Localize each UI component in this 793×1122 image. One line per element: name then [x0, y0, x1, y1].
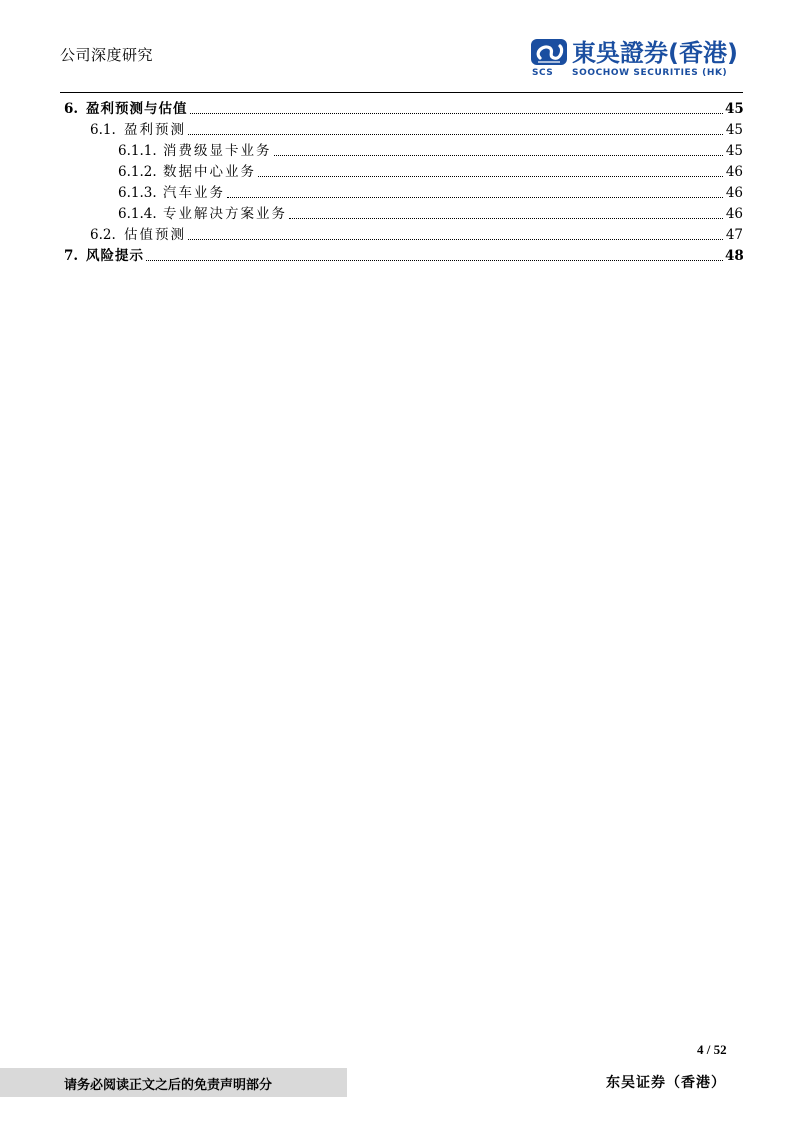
toc-entry-page: 45 [725, 143, 743, 159]
disclaimer-notice: 请务必阅读正文之后的免责声明部分 [64, 1078, 273, 1093]
toc-entry[interactable] [60, 223, 743, 244]
toc-entry-page: 48 [725, 248, 744, 264]
toc-dot-leader [289, 218, 723, 219]
page-number: 4 / 52 [697, 1042, 727, 1057]
toc-entry-number: 6. [64, 101, 79, 117]
table-of-contents [60, 97, 743, 265]
toc-dot-leader [227, 197, 723, 198]
toc-entry-page: 47 [725, 227, 743, 243]
toc-dot-leader [188, 239, 723, 240]
logo-abbreviation: SCS [532, 68, 554, 78]
toc-entry-page: 46 [725, 185, 743, 201]
toc-entry-number: 7. [64, 248, 79, 264]
toc-entry-number: 6.1.4. [118, 206, 157, 222]
toc-entry[interactable] [60, 181, 743, 202]
logo-english-name: SOOCHOW SECURITIES (HK) [572, 68, 728, 78]
toc-entry[interactable] [60, 118, 743, 139]
toc-entry-number: 6.1.1. [118, 143, 157, 159]
toc-entry-page: 46 [725, 206, 743, 222]
toc-entry-page: 45 [725, 101, 744, 117]
toc-entry[interactable] [60, 244, 743, 265]
toc-entry-title: 风险提示 [86, 248, 144, 264]
toc-entry-page: 45 [725, 122, 743, 138]
toc-dot-leader [188, 134, 723, 135]
toc-entry[interactable] [60, 139, 743, 160]
toc-entry-number: 6.1.2. [118, 164, 157, 180]
toc-entry[interactable] [60, 97, 743, 118]
toc-entry-number: 6.1. [90, 122, 116, 138]
toc-entry-title: 专业解决方案业务 [163, 206, 287, 222]
toc-entry-title: 盈利预测与估值 [86, 101, 188, 117]
toc-dot-leader [274, 155, 724, 156]
toc-dot-leader [190, 113, 724, 114]
logo-chinese-name: 東吳證券(香港) [572, 39, 738, 67]
toc-entry-title: 盈利预测 [124, 122, 186, 138]
toc-entry-number: 6.1.3. [118, 185, 157, 201]
header-divider [60, 92, 743, 93]
document-type-label: 公司深度研究 [60, 46, 154, 64]
toc-entry[interactable] [60, 202, 743, 223]
toc-entry-title: 汽车业务 [163, 185, 225, 201]
toc-entry-title: 估值预测 [124, 227, 186, 243]
toc-dot-leader [258, 176, 723, 177]
toc-entry-title: 消费级显卡业务 [163, 143, 272, 159]
toc-entry-title: 数据中心业务 [163, 164, 256, 180]
toc-entry-number: 6.2. [90, 227, 116, 243]
footer-company-name: 东吴证券（香港） [606, 1075, 726, 1091]
toc-entry-page: 46 [725, 164, 743, 180]
toc-entry[interactable] [60, 160, 743, 181]
company-logo [530, 38, 744, 84]
toc-dot-leader [146, 260, 723, 261]
